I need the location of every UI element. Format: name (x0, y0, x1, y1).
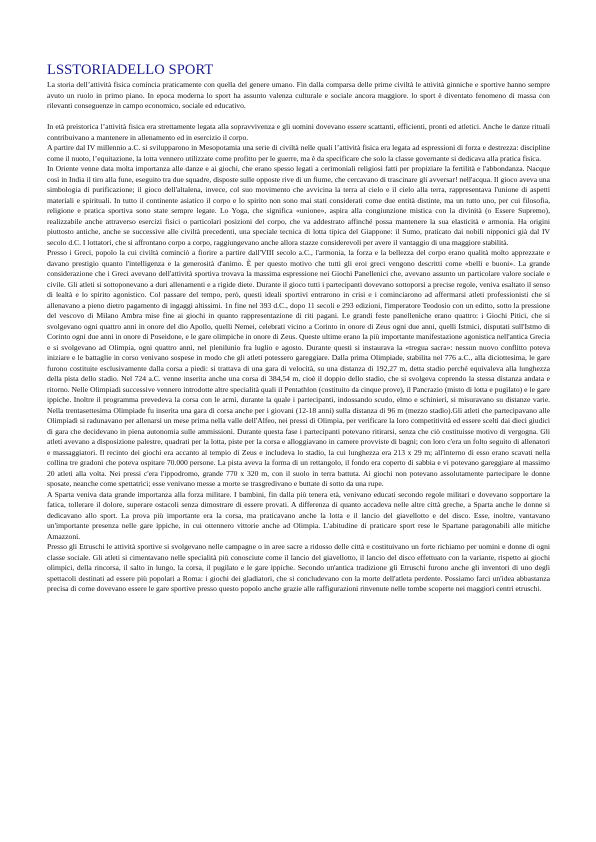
document-page (47, 62, 550, 595)
paragraph-prehistory: In età preistorica l’attività fisica era strettamente legata alla sopravvivenza e gli uomini dovevano essere scattanti, efficienti, pronti ed atletici. Anche le danze rituali contribuivano a mantenere in allenamento ed in esercizio il corpo. (47, 122, 550, 142)
paragraph-orient: In Oriente venne data molta importanza alle danze e ai giochi, che erano spesso legati a cerimoniali religiosi fatti per propiziare la fertilità e l'abbondanza. Nacque così in India il tiro alla fune, eseguito tra due squadre, disposte sulle opposte rive di un fiume, che cercavano di trascinare gli avversar! nell'acqua. Il gioco aveva una simbologia di purificazione; il gioco dell'altalena, invece, col suo movimento che avvicina la terra al cielo e il cielo alla terra, rappresentava l'unione di aspetti materiali e spirituali. In tutto il continente asiatico il corpo e lo spirito non sono mai stati considerati come due entità distinte, ma un tutto uno, per cui filosofia, religione e pratica sportiva sono state sempre legate. Lo Yoga, che significa «unione», aspira alla congiunzione mistica con la divinità (o Essere Supremo), realizzabile anche attraverso esercizi fisici o particolari posizioni del corpo, che va addestrato affinché possa mantenere la sua elasticità e armonia. Ha origini piuttosto antiche, anche se successive alle civiltà precedenti, una speciale tecnica di lotta tipica del Giappone: il Sumo, praticato dai nobili nipponici già dal IV secolo d.C. I lottatori, che si affrontano corpo a corpo, raggiungevano anche allora stazze considerevoli per avere il vantaggio di una maggiore stabilità. (47, 164, 550, 247)
paragraph-sparta: A Sparta veniva data grande importanza alla forza militare. I bambini, fin dalla più tenera età, venivano educati secondo regole militari e dovevano sopportare la fatica, tollerare il dolore, superare ostacoli senza dimostrare di essere provati. A differenza di quanto accadeva nelle altre città greche, a Sparta anche le donne si dedicavano allo sport. La prova più importante era la corsa, ma praticavano anche la lotta e il lancio del giavellotto e del disco. Esse, inoltre, vantavano un'importante presenza nelle gare ippiche, in cui ottennero vittorie anche ad Olimpia. L'abitudine di praticare sport rese le Spartane paragonabili alle mitiche Amazzoni. (47, 489, 550, 541)
document-title: LSSTORIADELLO SPORT (47, 62, 214, 78)
paragraph-mesopotamia: A partire dal IV millennio a.C. si svilupparono in Mesopotamia una serie di civiltà nelle quali l’attività fisica era legata ad espressioni di forza e destrezza: discipline come il nuoto, l’equitazione, la lotta vennero utilizzate come profitto per le guerre, ma è da specificare che solo la classe governante si dedicava alla pratica fisica. (47, 143, 550, 163)
paragraph-etruscans: Presso gli Etruschi le attività sportive si svolgevano nelle campagne o in aree sacre a ridosso delle città e costituivano un forte richiamo per uomini e donne di ogni classe sociale. Gli atleti si cimentavano nelle specialità più conosciute come il lancio del giavellotto, il lancio del disco effettuato con la variante, rispetto ai giochi olimpici, della rincorsa, il salto in lungo, la corsa, il pugilato e le gare ippiche. Secondo un'antica tradizione gli Etruschi furono anche gli inventori di uno degli spettacoli destinati ad essere più popolari a Roma: i giochi dei gladiatori, che si concludevano con la morte dell'atleta perdente. Possiamo farci un'idea abbastanza precisa di come dovevano essere le gare sportive presso questo popolo anche grazie alle raffigurazioni rinvenute nelle tombe scoperte nei maggiori centri etruschi. (47, 542, 550, 593)
paragraph-spacer (47, 112, 550, 123)
paragraph-intro: La storia dell’attività fisica comincia praticamente con quella del genere umano. Fin dalla comparsa delle prime civiltà le attività ginniche e sportive hanno sempre avuto un ruolo in primo piano. In epoca moderna lo sport ha assunto valenza culturale e sociale ancora maggiore. lo sport è diventato fenomeno di massa con rilevanti conseguenze in campo economico, sociale ed educativo. (47, 80, 550, 110)
paragraph-greeks: Presso i Greci, popolo la cui civiltà cominciò a fiorire a partire dall'VIII secolo a.C., l'armonia, la forza e la bellezza del corpo erano qualità molto apprezzate e davano prestigio quanto l'intelligenza e la generosità d'animo. È per questo motivo che tutti gli eroi greci vengono descritti come «belli e buoni». La grande considerazione che i Greci avevano dell'attività sportiva trovava la massima espressione nei Giochi Panellenici che, avevano assunto un particolare valore sociale e civile. Gli atleti si sottoponevano a duri allenamenti e a rigide diete. Durante il gioco tutti i partecipanti dovevano sottoporsi a precise regole, veniva esaltato il senso di lealtà e lo spirito agonistico. Col passare del tempo, però, questi ideali sportivi entrarono in crisi e i cominciarono ad affermarsi atleti professionisti che si allenavano a pieno dietro pagamento di ingaggi altissimi. 1n fine nel 393 d.C., dopo 11 secoli e 293 edizioni, l'imperatore Teodosio con un editto, sotto la pressione del vescovo di Milano Ambra mise fine ai giochi in quanto rappresentazione di riti pagani. Le grandi feste panelleniche erano quattro: i Giochi Pitici, che si svolgevano ogni quattro anni in onore del dio Apollo, quelli Nemei, celebrati vicino a Corinto in onore di Zeus ogni due anni, quelli Istmici, disputati sull'Istmo di Corinto ogni due anni in onore di Poseidone, e le gare olimpiche in onore di Zeus. Queste ultime erano la più importante manifestazione agonistica nell'antica Grecia e si svolgevano ad Olimpia, ogni quattro anni, nel plenilunio fra luglio e agosto. Durante questi si instaurava la «tregua sacra»: nessun nuovo conflitto poteva iniziare e le battaglie in corso venivano sospese in modo che gli atleti potessero gareggiare. Dalla prima Olimpiade, stabilita nel 776 a.C., alla diciottesima, le gare furono costituite esclusivamente dalla corsa a piedi: si trattava di una gara di velocità, su una distanza di 192,27 m, detta stadio perché equivaleva alla lunghezza della pista dello stadio. Nel 724 a.C. venne inserita anche una corsa di 384,54 m, cioè il doppio dello stadio, che si svolgeva coprendo la stessa distanza andata e ritorno. Nelle Olimpiadi successive vennero introdotte altre specialità quali il Pentathlon (costituito da cinque prove), il Pancrazio (misto di lotta e pugilato) e le gare ippiche. Inoltre il programma prevedeva la corsa con le armi, durante la quale i partecipanti, indossando scudo, elmo e schinieri, si misuravano su distanze varie. Nella trentasettesima Olimpiade fu inserita una gara di corsa anche per i giovani (12-18 anni) sulla distanza di 96 m (mezzo stadio).Gli atleti che partecipavano alle Olimpiadi si radunavano per allenarsi un mese prima nella valle dell'Alfeo, nei pressi di Olimpia, per verificare la loro competitività ed essere scelti dai dieci giudici di gara che decidevano in piena autonomia sulle ammissioni. Durante questa fase i partecipanti potevano ritirarsi, senza che ciò costituisse motivo di vergogna. Gli atleti avevano a disposizione palestre, quadrati per la lotta, piste per la corsa e alloggiavano in camere provviste di bagni; con loro c'era un folto seguito di allenatori e massaggiatori. Il recinto dei giochi era accanto al tempio di Zeus e includeva lo stadio, la cui lunghezza era 213 x 29 m; all'interno di esso erano scavati nella collina tre gradoni che poteva ospitare 70.000 persone. La pista aveva la forma di un rettangolo, il fondo era coperto di sabbia e vi potevano gareggiare al massimo 20 atleti alla volta. Nei pressi c'era l'ippodromo, grande 770 x 320 m, con il suolo in terra battuta. Ai giochi non potevano assolutamente partecipare le donne sposate, neanche come spettatrici; esse venivano messe a morte se trasgredivano e buttate di sotto da una rupe. (47, 248, 550, 488)
